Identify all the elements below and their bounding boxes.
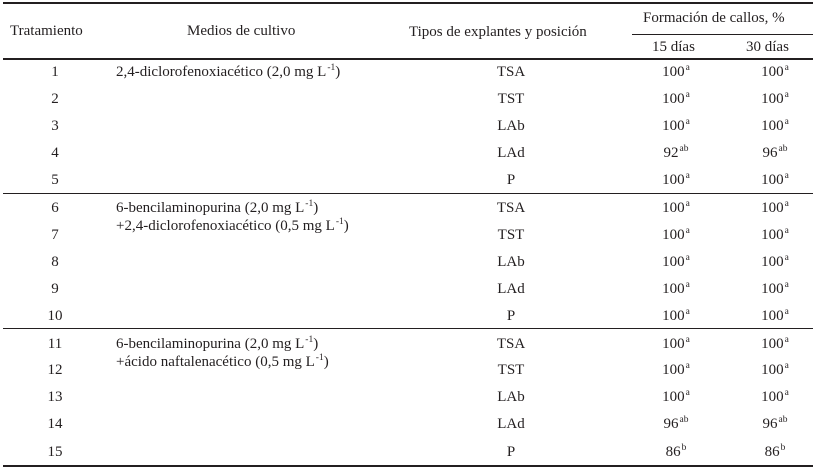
callus-15-days-value: 100$^a$ [662,90,690,107]
callus-subheader-rule [632,34,813,35]
treatment-number: 11 [47,336,63,352]
callus-15-days-value: 100$^a$ [662,117,690,134]
treatment-number: 8 [51,254,59,270]
callus-30-days-value: 100$^a$ [761,253,789,270]
explant-type: P [506,172,516,188]
callus-15-days-value: 86$^b$ [665,443,687,460]
explant-type: LAd [497,416,525,432]
explant-type: LAd [497,281,525,297]
callus-30-days-value: 100$^a$ [761,90,789,107]
header-callus-formation: Formación de callos, % [643,10,785,26]
media-label-group-3-line-2: +ácido naftalenacético (0,5 mg $L^{-1}$) [116,353,329,370]
callus-15-days-value: 100$^a$ [662,388,690,405]
callus-30-days-value: 100$^a$ [761,307,789,324]
callus-15-days-value: 100$^a$ [662,307,690,324]
callus-15-days-value: 100$^a$ [662,253,690,270]
media-label-group-3-line-1: 6-bencilaminopurina (2,0 mg $L^{-1}$) [116,335,319,352]
callus-30-days-value: $96^{ab}$ [762,415,788,432]
group-divider-rule [3,328,813,329]
callus-30-days-value: 100$^a$ [761,335,789,352]
treatment-number: 6 [51,200,59,216]
media-label-group-2-line-2: +2,4-diclorofenoxiacético (0,5 mg $L^{-1}$) [116,217,349,234]
treatment-number: 1 [51,64,59,80]
callus-30-days-value: 100$^a$ [761,63,789,80]
callus-30-days-value: 100$^a$ [761,280,789,297]
treatment-number: 9 [51,281,59,297]
explant-type: P [506,308,516,324]
explant-type: TST [497,362,525,378]
callus-15-days-value: 100$^a$ [662,361,690,378]
header-treatment: Tratamiento [10,23,83,39]
callus-15-days-value: 100$^a$ [662,171,690,188]
explant-type: TSA [496,64,526,80]
header-culture-media: Medios de cultivo [187,23,296,39]
header-explant-types: Tipos de explantes y posición [409,24,587,40]
table-top-rule [3,2,813,4]
explant-type: LAd [497,145,525,161]
header-15-days: 15 días [652,39,695,55]
treatment-number: 7 [51,227,59,243]
explant-type: LAb [497,389,525,405]
treatment-number: 3 [51,118,59,134]
callus-30-days-value: 100$^a$ [761,117,789,134]
callus-30-days-value: 100$^a$ [761,171,789,188]
treatment-number: 5 [51,172,59,188]
treatment-number: 4 [51,145,59,161]
header-30-days: 30 días [746,39,789,55]
explant-type: TSA [496,200,526,216]
table-header-rule [3,58,813,60]
callus-30-days-value: $96^{ab}$ [762,144,788,161]
treatment-number: 15 [47,444,63,460]
callus-30-days-value: 100$^a$ [761,388,789,405]
callus-30-days-value: 86$^b$ [764,443,786,460]
callus-15-days-value: 100$^a$ [662,280,690,297]
treatment-number: 2 [51,91,59,107]
media-label-group-2-line-1: 6-bencilaminopurina (2,0 mg $L^{-1}$) [116,199,319,216]
callus-30-days-value: 100$^a$ [761,199,789,216]
group-divider-rule [3,193,813,194]
explant-type: TST [497,91,525,107]
treatment-number: 10 [47,308,63,324]
explant-type: TST [497,227,525,243]
treatment-number: 13 [47,389,63,405]
explant-type: LAb [497,118,525,134]
table-bottom-rule [3,465,813,467]
explant-type: LAb [497,254,525,270]
callus-15-days-value: $96^{ab}$ [663,415,689,432]
explant-type: P [506,444,516,460]
callus-15-days-value: 100$^a$ [662,226,690,243]
callus-30-days-value: 100$^a$ [761,226,789,243]
treatment-number: 14 [47,416,63,432]
callus-15-days-value: 100$^a$ [662,335,690,352]
callus-15-days-value: 100$^a$ [662,63,690,80]
callus-15-days-value: $92^{ab}$ [663,144,689,161]
media-label-group-1: 2,4-diclorofenoxiacético (2,0 mg $L^{-1}$) [116,63,341,80]
treatment-number: 12 [47,362,63,378]
callus-30-days-value: 100$^a$ [761,361,789,378]
callus-15-days-value: 100$^a$ [662,199,690,216]
explant-type: TSA [496,336,526,352]
